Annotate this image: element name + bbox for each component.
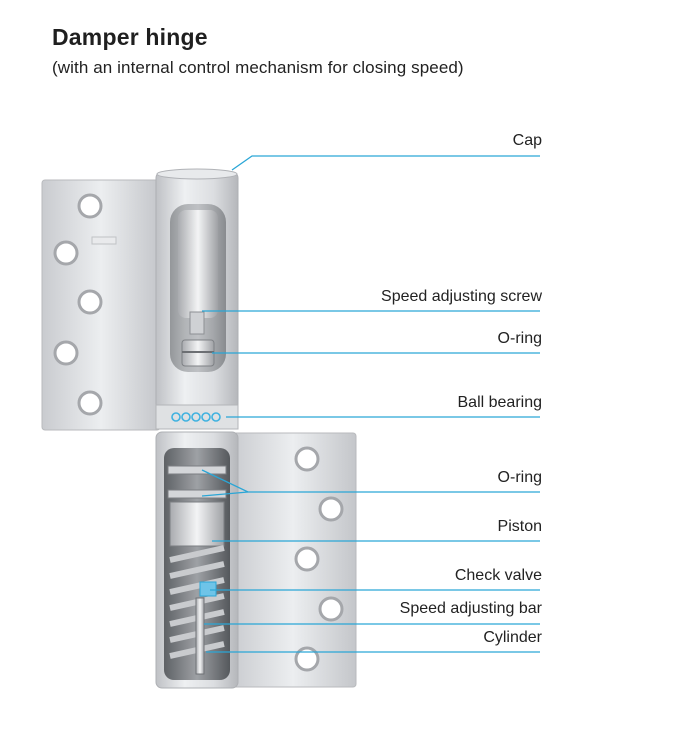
label-speed-adjusting-screw: Speed adjusting screw <box>381 288 542 305</box>
label-cylinder: Cylinder <box>483 629 542 646</box>
ball-bearing-part <box>156 405 238 429</box>
label-o-ring-bottom: O-ring <box>497 469 542 486</box>
piston-part <box>170 502 224 546</box>
label-speed-adjusting-bar: Speed adjusting bar <box>399 600 542 617</box>
label-piston: Piston <box>497 518 542 535</box>
label-ball-bearing: Ball bearing <box>457 394 542 411</box>
speed-adjusting-screw-part <box>190 312 204 334</box>
diagram-subtitle: (with an internal control mechanism for closing speed) <box>52 58 464 77</box>
label-o-ring-top: O-ring <box>497 330 542 347</box>
cylinder-part <box>156 432 238 688</box>
speed-adjusting-bar-part <box>196 598 204 674</box>
label-check-valve: Check valve <box>454 567 542 584</box>
label-cap: Cap <box>512 132 542 149</box>
diagram-title: Damper hinge <box>52 24 208 50</box>
upper-knuckle <box>156 169 238 428</box>
upper-hinge-leaf <box>42 180 160 430</box>
lower-hinge-leaf <box>230 433 356 687</box>
check-valve-part <box>200 582 216 596</box>
leader-cap <box>232 156 540 170</box>
cap-part <box>157 169 237 179</box>
